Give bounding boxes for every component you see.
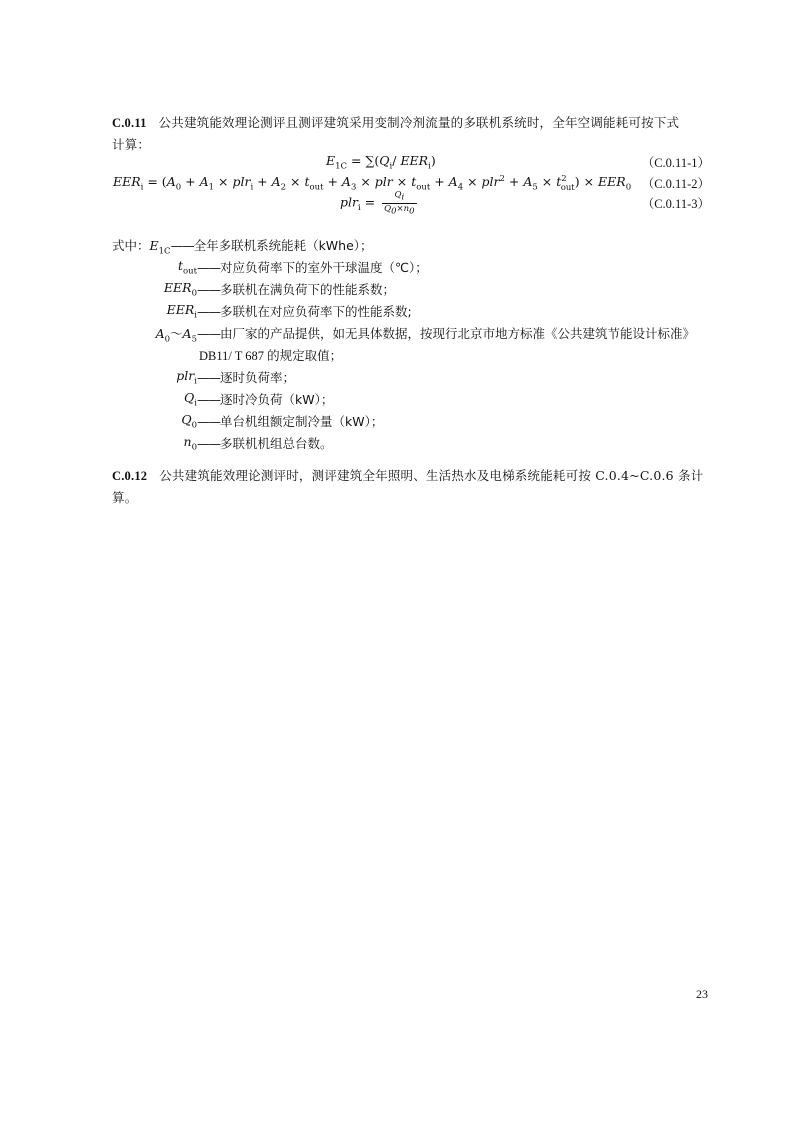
clause-c012-text: 公共建筑能效理论测评时，测评建筑全年照明、生活热水及电梯系统能耗可按 C.0.4~C.0.6 条计 xyxy=(159,468,704,483)
symbol-plri: plr$_i$ xyxy=(176,368,197,387)
clause-c011-number: C.0.11 xyxy=(112,116,147,130)
clause-c011-line2: 计算： xyxy=(112,137,151,152)
equation-c011-3-number: （C.0.11-3） xyxy=(641,197,710,211)
definition-desc: 全年多联机系统能耗（kWhe）； xyxy=(193,238,373,253)
equation-c011-2: $EER_i = (A_0 + A_1 \times plr_i + A_2 \times t_{out} + A_3$ × plr × $t_{out} + A_4 \times plr^2 + A_5 \times t^2_{out}) \times EER_0$ xyxy=(113,174,632,193)
definition-eer0: $EER_0$ ——多联机在满负荷下的性能系数； xyxy=(112,280,712,302)
clause-c011-line1 xyxy=(112,112,712,134)
clause-c011 xyxy=(112,112,712,155)
definition-desc: 多联机机组总台数。 xyxy=(220,436,333,451)
definition-e1c: 式中：$E_{1C}——$全年多联机系统能耗（kWhe）； xyxy=(112,238,373,257)
symbol-n0: $n_0$ xyxy=(183,434,197,453)
clause-c011-text: 公共建筑能效理论测评且测评建筑采用变制冷剂流量的多联机系统时，全年空调能耗可按下式 xyxy=(158,115,680,130)
clause-c012-number: C.0.12 xyxy=(112,469,148,483)
definition-desc: 单台机组额定制冷量（kW）； xyxy=(220,414,384,429)
definition-desc: 由厂家的产品提供，如无具体数据，按现行北京市地方标准《公共建筑节能设计标准》 xyxy=(220,326,696,341)
definition-desc: 多联机在满负荷下的性能系数； xyxy=(220,282,396,297)
definition-eeri: $EER_i$ ——多联机在对应负荷率下的性能系数; xyxy=(112,302,712,324)
symbol-eer0: $EER_0$ xyxy=(163,280,197,299)
symbol-eeri: $EER_i$ xyxy=(166,302,197,321)
symbol-qi: $Q_i$ xyxy=(184,390,197,409)
definition-n0: $n_0$ ——多联机机组总台数。 xyxy=(112,434,712,456)
definition-q0: $Q_0$ ——单台机组额定制冷量（kW）； xyxy=(112,412,712,434)
clause-c012-line2: 算。 xyxy=(112,490,138,505)
equation-c011-1-number: （C.0.11-1） xyxy=(641,156,710,170)
page-number: 23 xyxy=(696,987,708,1001)
definition-desc: 多联机在对应负荷率下的性能系数; xyxy=(220,304,412,319)
definition-tout: $t_{out}$ ——对应负荷率下的室外干球温度（℃）； xyxy=(112,258,712,280)
definition-desc: 逐时冷负荷（kW）； xyxy=(220,392,334,407)
definition-desc: 对应负荷率下的室外干球温度（℃）； xyxy=(220,260,428,275)
definition-qi: $Q_i$ ——逐时冷负荷（kW）； xyxy=(112,390,712,412)
equation-c011-1: $E_{1C} = \sum(Q_i/$ $EER_i$) xyxy=(326,153,436,172)
equation-c011-2-number: （C.0.11-2） xyxy=(641,177,710,191)
where-label: 式中： xyxy=(112,238,150,253)
equation-c011-3: plr$_i$ = $\frac{Q_i}{Q_0\times n_0}$ xyxy=(340,190,415,217)
definition-a0-a5: $A_0\sim A_5$ ——由厂家的产品提供，如无具体数据，按现行北京市地方标准《公共建筑节能设计标准》 xyxy=(112,324,712,346)
clause-c012 xyxy=(112,465,712,508)
fraction: $\frac{Q_i}{Q_0\times n_0}$ xyxy=(384,190,415,217)
definition-plri: plr$_i$ ——逐时负荷率； xyxy=(112,368,712,390)
symbol-e1c: $E_{1C}$ xyxy=(149,238,171,257)
symbol-q0: $Q_0$ xyxy=(181,412,197,431)
symbol-tout: $t_{out}$ xyxy=(177,258,197,277)
clause-c012-line1 xyxy=(112,465,712,487)
definition-a0-a5-continued: DB11/ T 687 的规定取值； xyxy=(199,349,343,363)
definition-desc: 逐时负荷率； xyxy=(220,370,296,385)
symbol-a0-a5: $A_0\sim A_5$ xyxy=(155,326,197,345)
